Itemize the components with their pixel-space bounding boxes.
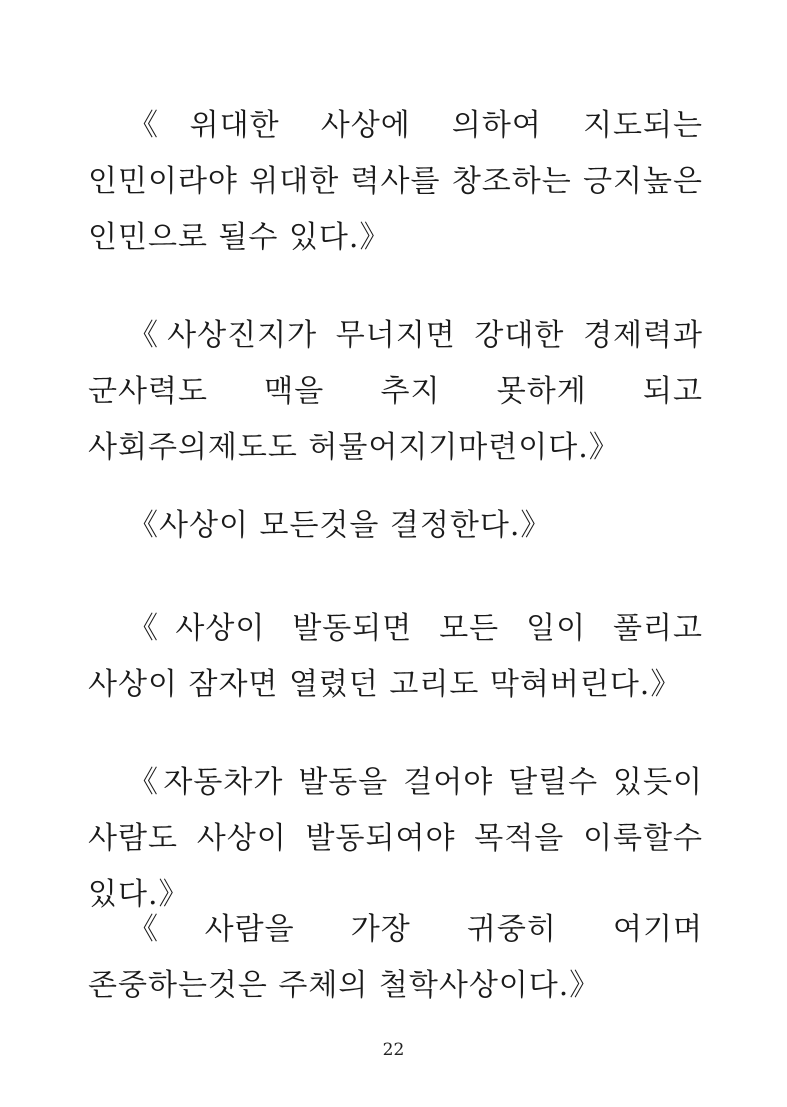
quote-paragraph-1: 《위대한 사상에 의하여 지도되는 인민이라야 위대한 력사를 창조하는 긍지높은 인민으로 될수 있다.》 <box>88 108 703 255</box>
quote-paragraph-3: 《사상이 모든것을 결정한다.》 <box>128 508 552 543</box>
quote-paragraph-5: 《자동차가 발동을 걸어야 달릴수 있듯이 사람도 사상이 발동되여야 목적을 이룩할수 있다.》 <box>88 765 703 912</box>
quote-paragraph-2: 《사상진지가 무너지면 강대한 경제력과 군사력도 맥을 추지 못하게 되고 사회주의제도도 허물어지기마련이다.》 <box>88 318 703 465</box>
quote-paragraph-4: 《사상이 발동되면 모든 일이 풀리고 사상이 잠자면 열렸던 고리도 막혀버린다.》 <box>88 611 703 702</box>
page-number: 22 <box>382 1040 405 1060</box>
quote-paragraph-6: 《사람을 가장 귀중히 여기며 존중하는것은 주체의 철학사상이다.》 <box>88 912 703 1003</box>
